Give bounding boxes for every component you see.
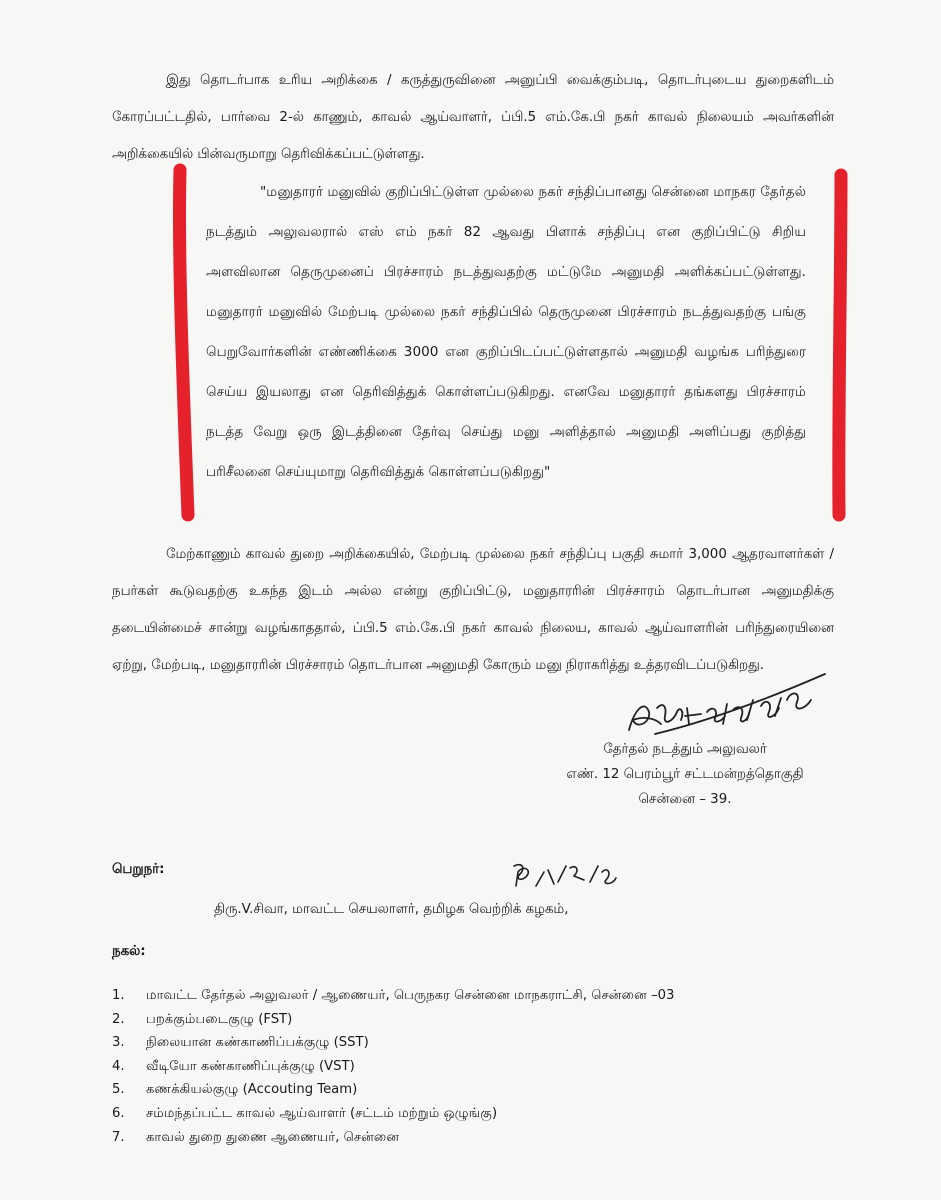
copies-label: நகல்: (112, 944, 146, 959)
officer-signature (615, 660, 840, 745)
paragraph-police-report-intro (112, 62, 834, 173)
list-item: 1. மாவட்ட தேர்தல் அலுவலர் / ஆணையர், பெருநகர சென்னை மாநகராட்சி, சென்னை –03 (112, 988, 675, 1003)
recipient-label: பெறுநர்: (112, 862, 165, 877)
list-item: 2. பறக்கும்படைகுழு (FST) (112, 1011, 293, 1027)
paragraph-text: இது தொடர்பாக உரிய அறிக்கை / கருத்துருவினை அனுப்பி வைக்கும்படி, தொடர்புடைய துறைகளிடம் கோரப்பட்டதில், பார்வை 2-ல் காணும், காவல் ஆய்வாளர், ப்பி.5 எம்.கே.பி நகர் காவல் நிலையம் அவர்களின் அறிக்கையில் பின்வருமாறு தெரிவிக்கப்பட்டுள்ளது. (112, 73, 834, 162)
signatory-title: தேர்தல் நடத்தும் அலுவலர் (603, 742, 767, 757)
list-item: 6. சம்மந்தப்பட்ட காவல் ஆய்வாளர் (சட்டம் மற்றும் ஒழுங்கு) (112, 1105, 498, 1121)
paragraph-text: மேற்காணும் காவல் துறை அறிக்கையில், மேற்படி முல்லை நகர் சந்திப்பு பகுதி சுமார் 3,000 ஆதரவாளர்கள் / நபர்கள் கூடுவதற்கு உகந்த இடம் அல்ல என்று குறிப்பிட்டு, மனுதாரரின் பிரச்சாரம் தொடர்பான அனுமதிக்கு தடையின்மைச் சான்று வழங்காததால், ப்பி.5 எம்.கே.பி நகர் காவல் நிலைய, காவல் ஆய்வாளரின் பரிந்துரையினை ஏற்று, மேற்படி, மனுதாரரின் பிரச்சாரம் தொடர்பான அனுமதி கோரும் மனு நிராகரித்து உத்தரவிடப்படுகிறது. (112, 547, 834, 673)
list-item: 4. வீடியோ கண்காணிப்புக்குழு (VST) (112, 1058, 355, 1074)
list-item: 5. கணக்கியல்குழு (Accouting Team) (112, 1082, 358, 1098)
quote-text: "மனுதாரர் மனுவில் குறிப்பிட்டுள்ள முல்லை நகர் சந்திப்பானது சென்னை மாநகர தேர்தல் நடத்தும் அலுவலரால் எஸ் எம் நகர் 82 ஆவது பிளாக் சந்திப்பு என குறிப்பிட்டு சிறிய அளவிலான தெருமுனைப் பிரச்சாரம் நடத்துவதற்கு மட்டுமே அனுமதி அளிக்கப்பட்டுள்ளது. மனுதாரர் மனுவில் மேற்படி முல்லை நகர் சந்திப்பில் தெருமுனை பிரச்சாரம் நடத்துவதற்கு பங்கு பெறுவோர்களின் எண்ணிக்கை 3000 என குறிப்பிடப்பட்டுள்ளதால் அனுமதி வழங்க பரிந்துரை செய்ய இயலாது என தெரிவித்துக் கொள்ளப்படுகிறது. எனவே மனுதாரர் தங்களது பிரச்சாரம் நடத்த வேறு ஒரு இடத்தினை தேர்வு செய்து மனு அளித்தால் அனுமதி அளிப்பது குறித்து பரிசீலனை செய்யுமாறு தெரிவித்துக் கொள்ளப்படுகிறது" (206, 184, 806, 480)
signature-block (540, 737, 830, 812)
received-initials (508, 858, 628, 898)
list-item: 7. காவல் துறை துணை ஆணையர், சென்னை (112, 1129, 400, 1145)
quoted-police-report (206, 172, 806, 492)
copies-list (112, 984, 674, 1149)
red-marker-right (805, 165, 865, 530)
signatory-constituency: எண். 12 பெரம்பூர் சட்டமன்றத்தொகுதி (566, 767, 804, 782)
recipient-name: திரு.V.சிவா, மாவட்ட செயலாளர், தமிழக வெற்றிக் கழகம், (214, 902, 569, 917)
red-marker-left (158, 160, 218, 530)
signatory-city: சென்னை – 39. (638, 792, 732, 807)
list-item: 3. நிலையான கண்காணிப்பக்குழு (SST) (112, 1035, 369, 1051)
